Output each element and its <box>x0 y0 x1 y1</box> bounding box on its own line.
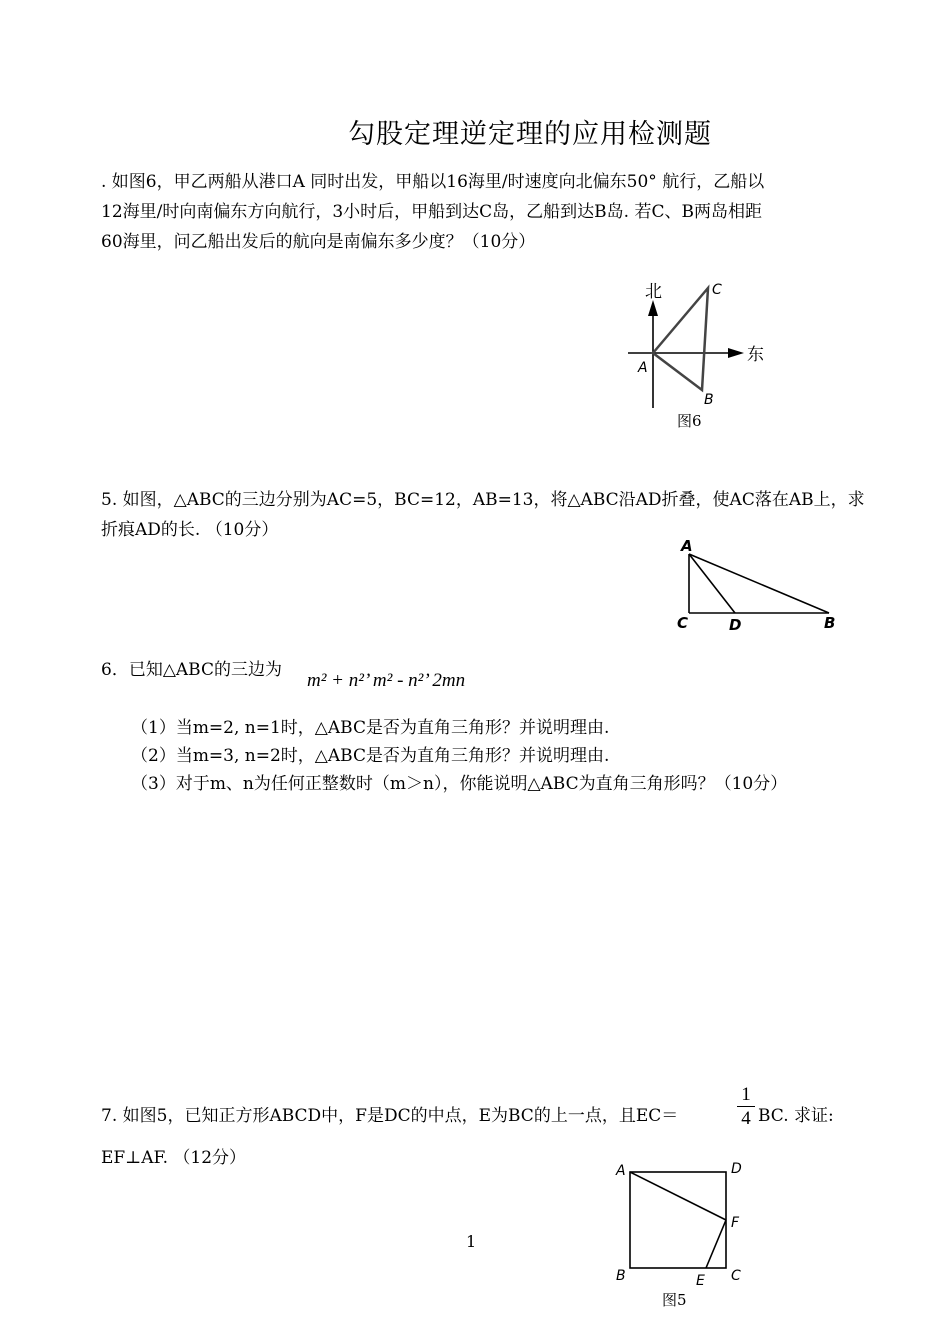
fraction-denominator: 4 <box>741 1108 751 1129</box>
label-e: E <box>696 1273 705 1289</box>
label-a: A <box>681 537 693 555</box>
q4-text-line2: 12海里/时向南偏东方向航行，3小时后，甲船到达C岛，乙船到达B岛. 若C、B两岛相距 <box>101 202 762 222</box>
q6-intro: 6．已知△ABC的三边为 <box>101 660 282 680</box>
east-arrow-icon <box>728 348 744 358</box>
q6-sub2: （2）当m=3, n=2时，△ABC是否为直角三角形？并说明理由. <box>131 746 610 766</box>
label-a: A <box>616 1163 626 1179</box>
label-c: C <box>712 282 722 298</box>
figure-5-caption: 图5 <box>662 1291 687 1309</box>
fraction-numerator: 1 <box>741 1084 751 1105</box>
q7-text-part2: BC. 求证: <box>758 1106 834 1126</box>
page-number: 1 <box>466 1232 477 1251</box>
label-b: B <box>704 392 714 408</box>
label-b: B <box>824 614 836 632</box>
east-label: 东 <box>747 345 764 365</box>
label-d: D <box>729 616 742 634</box>
figure-abc <box>672 535 850 635</box>
q5-text-line1: 5. 如图，△ABC的三边分别为AC=5，BC=12，AB=13，将△ABC沿AD折叠，使AC落在AB上，求 <box>101 490 865 510</box>
label-a: A <box>638 360 648 376</box>
figure-6-caption: 图6 <box>677 412 702 430</box>
fraction-one-quarter <box>737 1084 755 1131</box>
q4-text-line1: . 如图6，甲乙两船从港口A 同时出发，甲船以16海里/时速度向北偏东50° 航行，乙船以 <box>101 172 765 192</box>
label-c: C <box>731 1268 741 1284</box>
figure-6 <box>620 278 770 408</box>
page-title: 勾股定理逆定理的应用检测题 <box>348 119 712 150</box>
expr-m2-plus-n2: m² + n² <box>307 670 364 691</box>
north-label: 北 <box>645 282 662 302</box>
q7-text-part1: 7. 如图5，已知正方形ABCD中，F是DC的中点，E为BC的上一点，且EC＝ <box>101 1106 679 1126</box>
q7-text-line2: EF⊥AF. （12分） <box>101 1148 247 1168</box>
north-arrow-icon <box>648 300 658 316</box>
q6-expressions: m² + n²’ m² - n²’ 2mn <box>307 670 466 691</box>
label-b: B <box>616 1268 626 1284</box>
q6-sub1: （1）当m=2, n=1时，△ABC是否为直角三角形？并说明理由. <box>131 718 610 738</box>
label-c: C <box>677 614 689 632</box>
figure-5 <box>610 1155 760 1290</box>
expr-2mn: 2mn <box>432 670 466 691</box>
expr-m2-minus-n2: m² - n² <box>372 670 424 691</box>
triangle-acb <box>653 288 708 390</box>
label-d: D <box>731 1161 742 1177</box>
q6-sub3: （3）对于m、n为任何正整数时（m＞n），你能说明△ABC为直角三角形吗？（10分） <box>131 774 788 794</box>
label-f: F <box>731 1215 740 1231</box>
q4-text-line3: 60海里，问乙船出发后的航向是南偏东多少度？（10分） <box>101 232 536 252</box>
q5-text-line2: 折痕AD的长. （10分） <box>101 520 279 540</box>
